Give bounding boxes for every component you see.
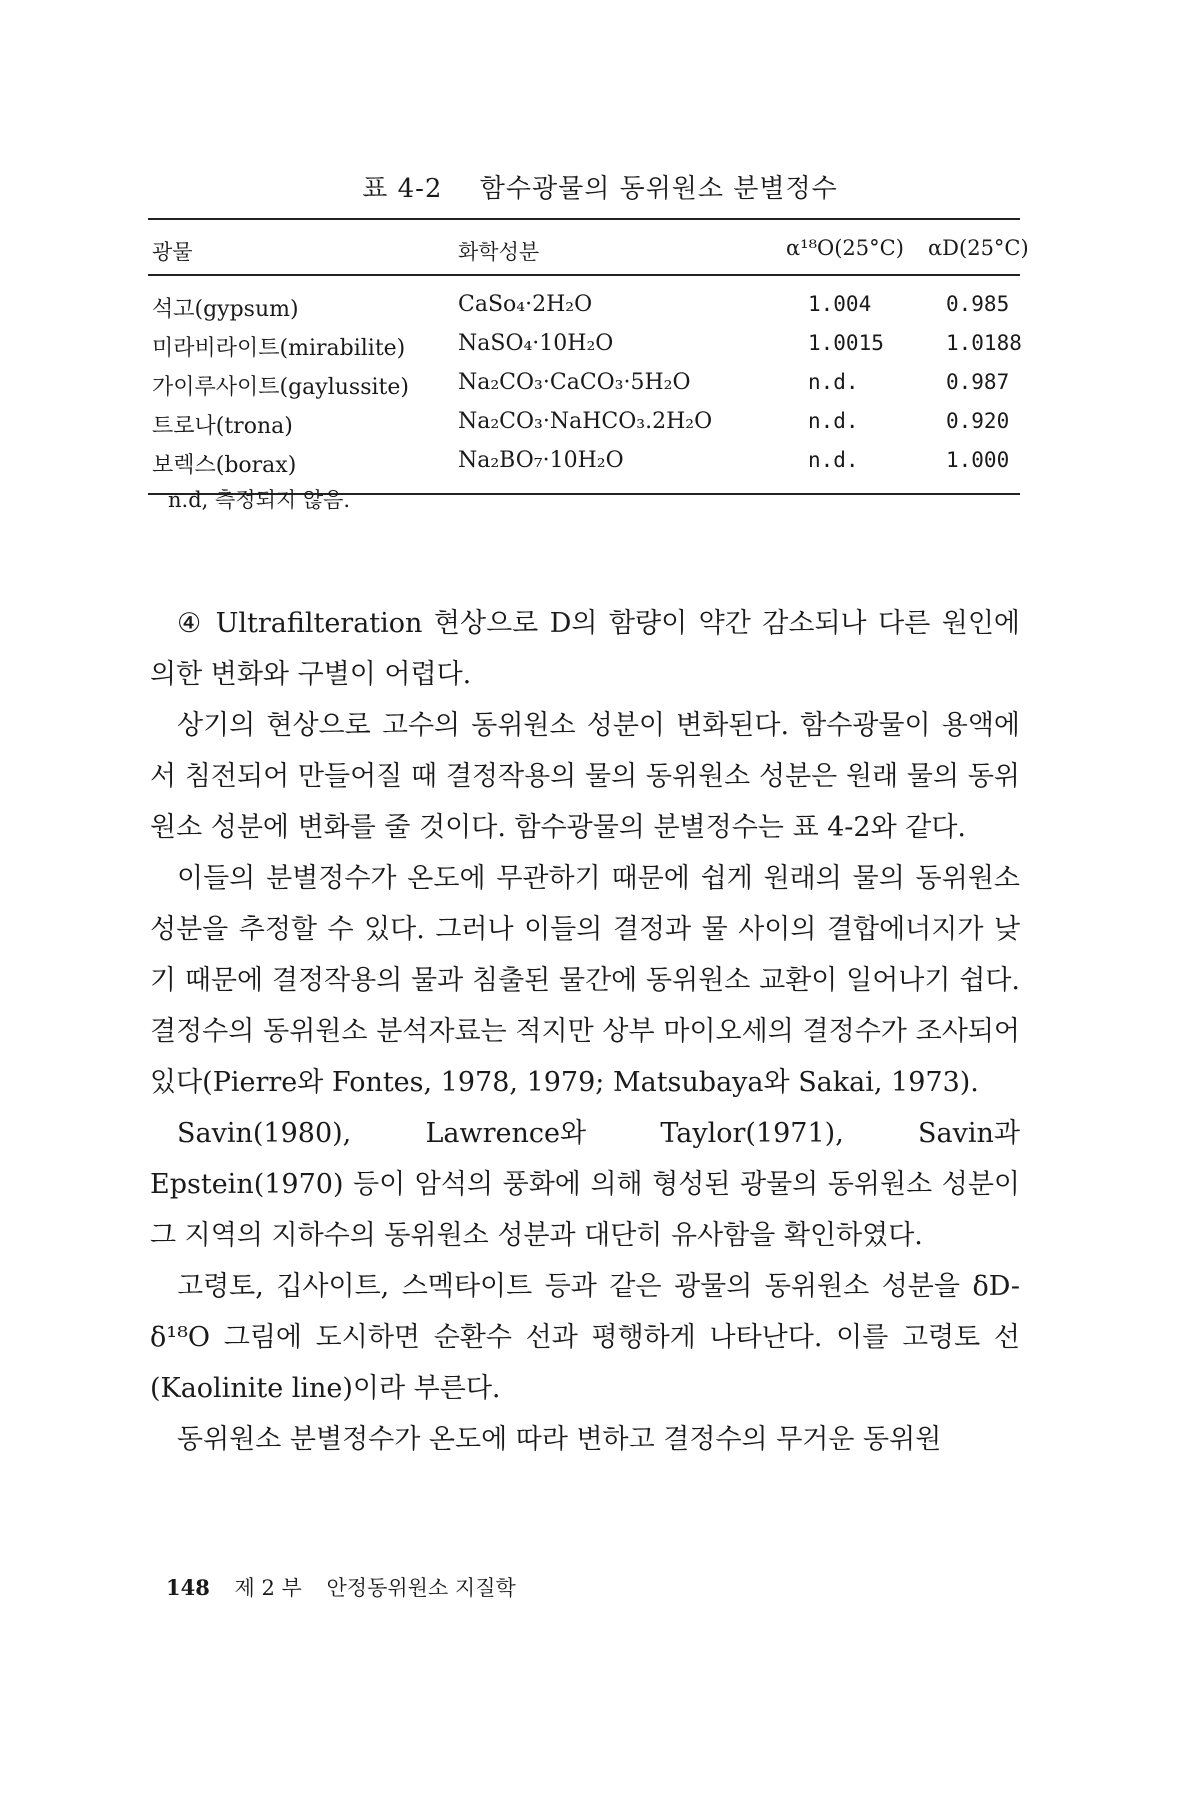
cell-alpha-o18: 1.004: [808, 292, 872, 316]
cell-alpha-o18: n.d.: [808, 409, 859, 433]
table-caption: [0, 168, 1200, 205]
paragraph: 고령토, 깁사이트, 스멕타이트 등과 같은 광물의 동위원소 성분을 δD-δ¹⁸O 그림에 도시하면 순환수 선과 평행하게 나타난다. 이를 고령토 선(Kaolinite line)이라 부른다.: [150, 1271, 1020, 1404]
table-header-row: [148, 220, 1029, 276]
cell-composition: CaSo₄·2H₂O: [458, 292, 593, 317]
header-mineral: 광물: [152, 240, 193, 264]
part-label: 제 2 부: [234, 1576, 302, 1600]
table-row: [148, 442, 1020, 481]
cell-alpha-d: 0.987: [946, 370, 1010, 394]
table-body: [148, 276, 1020, 493]
cell-alpha-d: 0.985: [946, 292, 1010, 316]
header-alpha-o18: α¹⁸O(25°C): [786, 236, 904, 260]
paragraph: Savin(1980), Lawrence와 Taylor(1971), Savin과 Epstein(1970) 등이 암석의 풍화에 의해 형성된 광물의 동위원소 성분이 그 지역의 지하수의 동위원소 성분과 대단히 유사함을 확인하였다.: [150, 1118, 1020, 1251]
header-alpha-d: αD(25°C): [928, 236, 1029, 260]
cell-composition: NaSO₄·10H₂O: [458, 331, 614, 356]
page-number: 148: [166, 1575, 210, 1600]
cell-composition: Na₂CO₃·CaCO₃·5H₂O: [458, 370, 691, 395]
cell-alpha-d: 0.920: [946, 409, 1010, 433]
paragraph: ④ Ultrafilteration 현상으로 D의 함량이 약간 감소되나 다른 원인에 의한 변화와 구별이 어렵다.: [150, 608, 1020, 690]
cell-alpha-o18: n.d.: [808, 448, 859, 472]
book-title: 안정동위원소 지질학: [326, 1576, 516, 1600]
paragraph: 상기의 현상으로 고수의 동위원소 성분이 변화된다. 함수광물이 용액에서 침전되어 만들어질 때 결정작용의 물의 동위원소 성분은 원래 물의 동위원소 성분에 변화를 줄 것이다. 함수광물의 분별정수는 표 4-2와 같다.: [150, 710, 1020, 843]
cell-mineral: 가이루사이트(gaylussite): [152, 375, 409, 400]
page-footer: [166, 1572, 516, 1602]
table-caption-title: 함수광물의 동위원소 분별정수: [479, 174, 838, 204]
table-row: [148, 364, 1020, 403]
paragraph: 이들의 분별정수가 온도에 무관하기 때문에 쉽게 원래의 물의 동위원소 성분을 추정할 수 있다. 그러나 이들의 결정과 물 사이의 결합에너지가 낮기 때문에 결정작용의 물과 침출된 물간에 동위원소 교환이 일어나기 쉽다. 결정수의 동위원소 분석자료는 적지만 상부 마이오세의 결정수가 조사되어 있다(Pierre와 Fontes, 1978, 1979; Matsubaya와 Sakai, 1973).: [150, 863, 1020, 1098]
cell-mineral: 트로나(trona): [152, 414, 293, 439]
cell-alpha-o18: 1.0015: [808, 331, 884, 355]
cell-alpha-d: 1.0188: [946, 331, 1022, 355]
table-footnote: n.d, 측정되지 않음.: [168, 488, 351, 512]
table-row: [148, 403, 1020, 442]
cell-alpha-o18: n.d.: [808, 370, 859, 394]
table-caption-number: 표 4-2: [362, 174, 443, 204]
cell-mineral: 보렉스(borax): [152, 453, 297, 478]
cell-alpha-d: 1.000: [946, 448, 1010, 472]
table-row: [148, 286, 1020, 325]
header-composition: 화학성분: [458, 240, 540, 264]
cell-composition: Na₂CO₃·NaHCO₃.2H₂O: [458, 409, 713, 434]
fractionation-table: [148, 218, 1029, 495]
paragraph: 동위원소 분별정수가 온도에 따라 변하고 결정수의 무거운 동위원: [177, 1424, 942, 1455]
cell-mineral: 석고(gypsum): [152, 297, 299, 322]
table-row: [148, 325, 1020, 364]
cell-mineral: 미라비라이트(mirabilite): [152, 336, 406, 361]
body-text: [150, 598, 1020, 1465]
cell-composition: Na₂BO₇·10H₂O: [458, 448, 624, 473]
